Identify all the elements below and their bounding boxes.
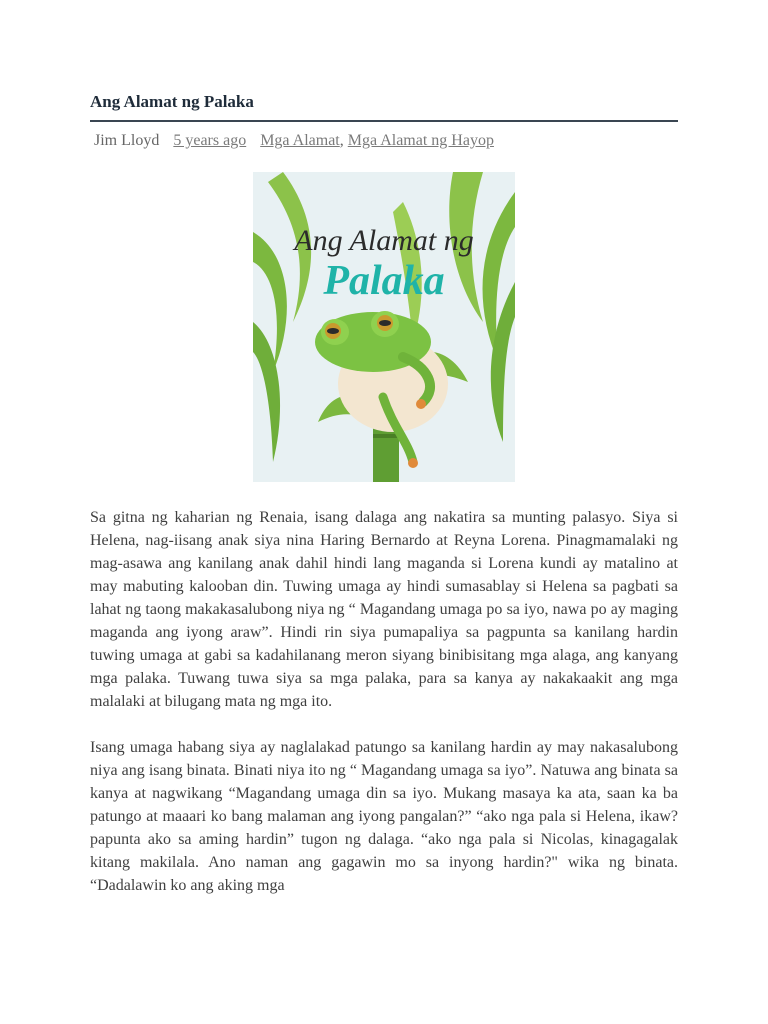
article-meta xyxy=(90,132,678,150)
article-body xyxy=(90,506,678,897)
category-link-alamat[interactable]: Mga Alamat xyxy=(260,132,340,149)
paragraph-2: Isang umaga habang siya ay naglalakad patungo sa kanilang hardin ay may nakasalubong niya ang isang binata. Binati niya ito ng “ Magandang umaga sa iyo”. Natuwa ang binata sa kanya at nagwikang “Magandang umaga din sa iyo. Mukang masaya ka ata, saan ka ba patungo at maaari ko bang malaman ang iyong pangalan?” “ako nga pala si Helena, ikaw? papunta ako sa aming hardin” tugon ng dalaga. “ako nga pala si Nicolas, kinagagalak kitang makilala. Ano naman ang gagawin mo sa inyong hardin?" wika ng binata. “Dadalawin ko ang aking mga xyxy=(90,739,678,894)
post-date-link[interactable]: 5 years ago xyxy=(173,132,247,149)
hero-image xyxy=(253,172,515,482)
category-separator: , xyxy=(339,132,344,149)
article-title: Ang Alamat ng Palaka xyxy=(90,92,678,122)
hero-title-line2: Palaka xyxy=(323,258,445,304)
article xyxy=(90,92,678,920)
hero-title-line1: Ang Alamat ng xyxy=(294,224,474,257)
paragraph-1: Sa gitna ng kaharian ng Renaia, isang dalaga ang nakatira sa munting palasyo. Siya si Helena, nag-iisang anak siya nina Haring Bernardo at Reyna Lorena. Pinagmamalaki ng mag-asawa ang kanilang anak dahil hindi lang maganda si Lorena kundi ay matalino at may mabuting kalooban din. Tuwing umaga ay hindi sumasablay si Helena sa pagbati sa lahat ng taong makakasalubong niya ng “ Magandang umaga po sa iyo, nawa po ay maging maganda ang iyong araw”. Hindi rin siya pumapaliya sa pagpunta sa kanilang hardin tuwing umaga at gabi sa kadahilanang meron siyang binibisitang mga alaga, ang kanyang mga palaka. Tuwang tuwa siya sa mga palaka, para sa kanya ay nakakaakit ang mga malalaki at bilugang mata ng mga ito. xyxy=(90,509,678,710)
author-name: Jim Lloyd xyxy=(94,132,160,149)
category-link-alamat-hayop[interactable]: Mga Alamat ng Hayop xyxy=(347,132,494,149)
